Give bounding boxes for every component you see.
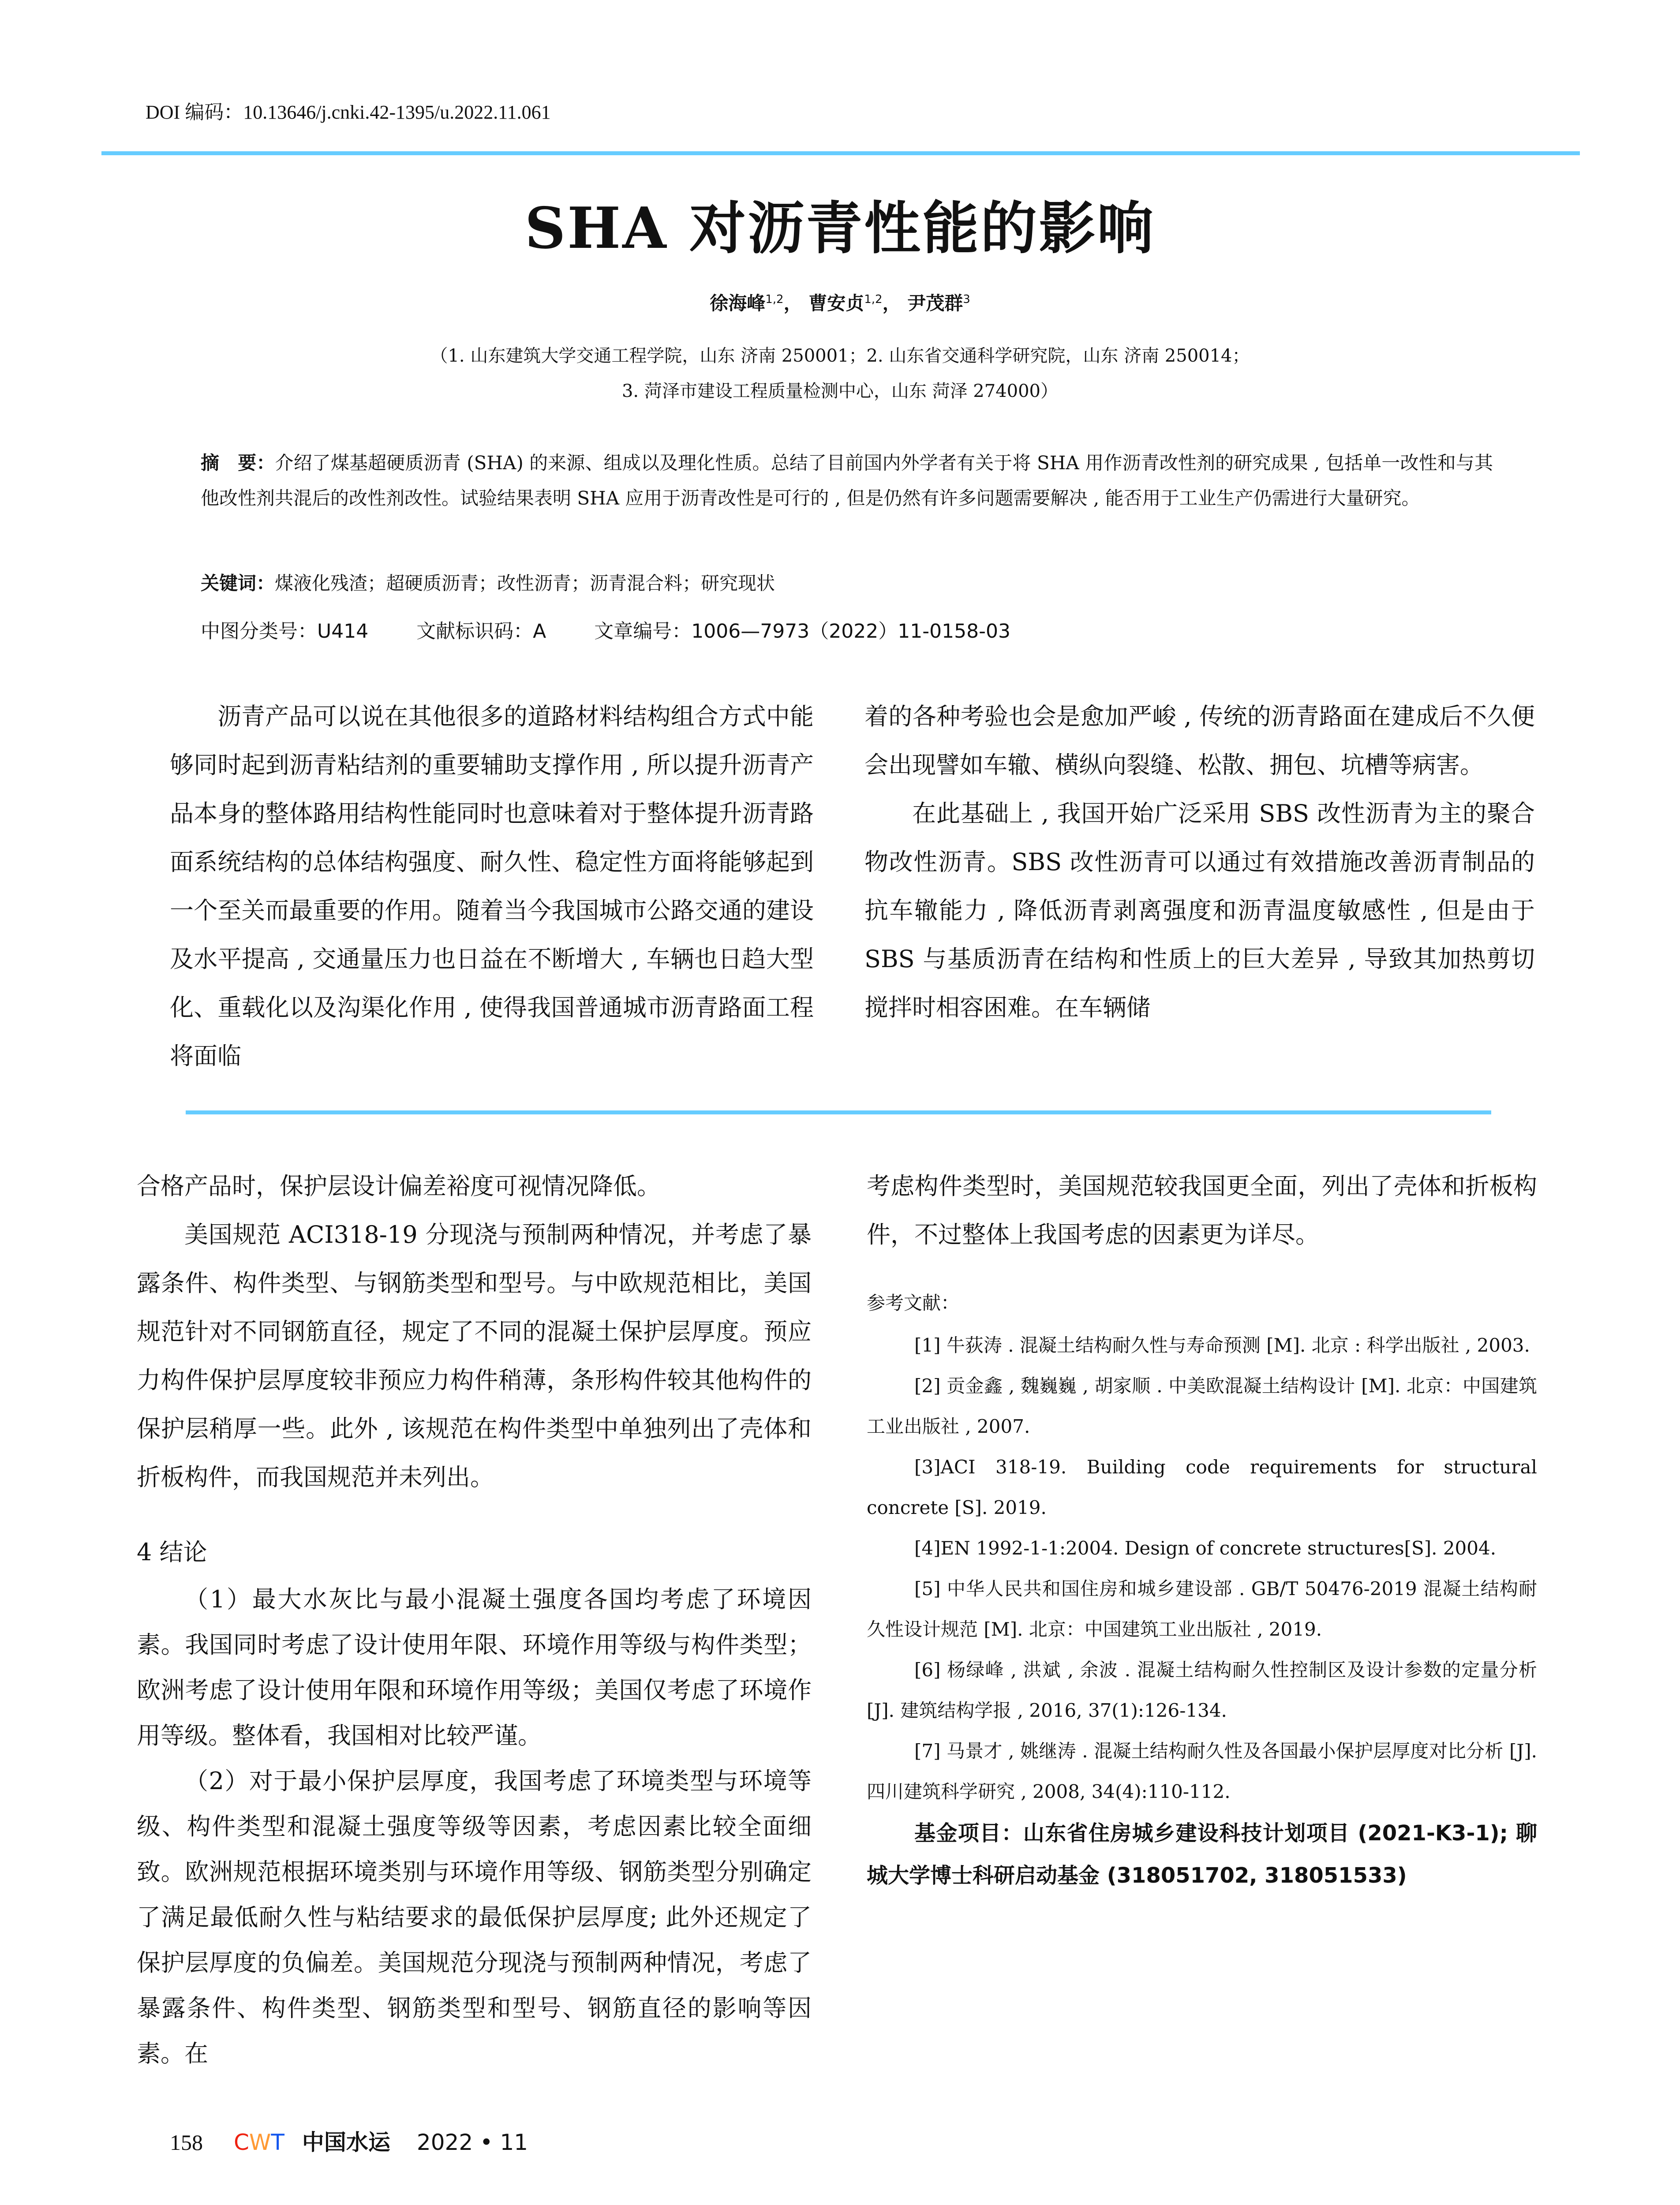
- paragraph: 在此基础上 , 我国开始广泛采用 SBS 改性沥青为主的聚合物改性沥青。SBS 改性沥青可以通过有效措施改善沥青制品的抗车辙能力 , 降低沥青剥离强度和沥青温度敏感性 , 但是由于 SBS 与基质沥青在结构和性质上的巨大差异 , 导致其加热剪切搅拌时相容困难。在车辆储: [864, 800, 1535, 1021]
- keywords: [201, 569, 775, 595]
- reference-item: [3]ACI 318-19. Building code requirements for structural concrete [S]. 2019.: [867, 1456, 1537, 1518]
- reference-item: [4]EN 1992-1-1:2004. Design of concrete structures[S]. 2004.: [914, 1537, 1497, 1559]
- middle-divider: [186, 1110, 1491, 1114]
- paragraph: 考虑构件类型时，美国规范较我国更全面，列出了壳体和折板构件，不过整体上我国考虑的因素更为详尽。: [867, 1172, 1537, 1248]
- body-top-left-column: [170, 692, 814, 1080]
- article-title: SHA 对沥青性能的影响: [524, 195, 1156, 262]
- clc-number: 中图分类号：U414: [201, 620, 369, 643]
- author: 曹安贞$^{1,2}$，: [808, 292, 901, 314]
- paragraph: 美国规范 ACI318-19 分现浇与预制两种情况，并考虑了暴露条件、构件类型、与钢筋类型和型号。与中欧规范相比，美国规范针对不同钢筋直径，规定了不同的混凝土保护层厚度。预应力构件保护层厚度较非预应力构件稍薄，条形构件较其他构件的保护层稍厚一些。此外 , 该规范在构件类型中单独列出了壳体和折板构件，而我国规范并未列出。: [137, 1221, 812, 1491]
- top-divider: [101, 151, 1580, 155]
- paragraph: 着的各种考验也会是愈加严峻 , 传统的沥青路面在建成后不久便会出现譬如车辙、横纵向裂缝、松散、拥包、坑槽等病害。: [864, 703, 1535, 779]
- paragraph: （2）对于最小保护层厚度，我国考虑了环境类型与环境等级、构件类型和混凝土强度等级等因素，考虑因素比较全面细致。欧洲规范根据环境类别与环境作用等级、钢筋类型分别确定了满足最低耐久性与粘结要求的最低保护层厚度; 此外还规定了保护层厚度的负偏差。美国规范分现浇与预制两种情况，考虑了暴露条件、构件类型、钢筋类型和型号、钢筋直径的影响等因素。在: [137, 1767, 812, 2067]
- paragraph: 合格产品时，保护层设计偏差裕度可视情况降低。: [137, 1172, 661, 1200]
- paragraph: （1）最大水灰比与最小混凝土强度各国均考虑了环境因素。我国同时考虑了设计使用年限、环境作用等级与构件类型；欧洲考虑了设计使用年限和环境作用等级；美国仅考虑了环境作用等级。整体看，我国相对比较严谨。: [137, 1585, 812, 1749]
- funding-note: 基金项目：山东省住房城乡建设科技计划项目 (2021-K3-1); 聊城大学博士科研启动基金 (318051702, 318051533): [867, 1821, 1537, 1888]
- references-heading: 参考文献：: [867, 1292, 960, 1314]
- reference-item: [1] 牛荻涛 . 混凝土结构耐久性与寿命预测 [M]. 北京 : 科学出版社 , 2003.: [914, 1334, 1530, 1356]
- keywords-label: 关键词：: [201, 572, 275, 594]
- classification-line: [201, 615, 1052, 643]
- abstract-text: 介绍了煤基超硬质沥青 (SHA) 的来源、组成以及理化性质。总结了目前国内外学者有关于将 SHA 用作沥青改性剂的研究成果 , 包括单一改性和与其他改性剂共混后的改性剂改性。试验结果表明 SHA 应用于沥青改性是可行的 , 但是仍然有许多问题需要解决 , 能否用于工业生产仍需进行大量研究。: [201, 452, 1493, 509]
- body-bottom-right-column: [867, 1162, 1537, 1897]
- reference-item: [2] 贡金鑫 , 魏巍巍 , 胡家顺 . 中美欧混凝土结构设计 [M]. 北京：中国建筑工业出版社 , 2007.: [867, 1375, 1537, 1437]
- reference-item: [6] 杨绿峰 , 洪斌 , 余波 . 混凝土结构耐久性控制区及设计参数的定量分析 [J]. 建筑结构学报 , 2016, 37(1):126-134.: [867, 1659, 1537, 1721]
- abstract-label: 摘 要：: [201, 452, 275, 474]
- doi-line: DOI 编码：10.13646/j.cnki.42-1395/u.2022.11.061: [146, 101, 551, 123]
- page-number: 158: [170, 2130, 203, 2155]
- author: 尹茂群$^3$: [907, 292, 970, 314]
- abstract: [201, 445, 1493, 516]
- document-code: 文献标识码：A: [416, 620, 546, 643]
- author-list: [0, 289, 1680, 315]
- reference-item: [5] 中华人民共和国住房和城乡建设部 . GB/T 50476-2019 混凝土结构耐久性设计规范 [M]. 北京：中国建筑工业出版社 , 2019.: [867, 1578, 1537, 1640]
- body-top-right-column: [864, 692, 1535, 1032]
- section-heading: 4 结论: [137, 1538, 207, 1566]
- journal-name: 中国水运: [302, 2129, 390, 2155]
- body-bottom-left-column: [137, 1162, 812, 2076]
- issue-number: 2022 • 11: [416, 2130, 528, 2155]
- author: 徐海峰$^{1,2}$，: [710, 292, 802, 314]
- cwt-logo: CWT: [234, 2130, 284, 2155]
- article-number: 文章编号：1006—7973（2022）11-0158-03: [594, 620, 1010, 643]
- keywords-text: 煤液化残渣；超硬质沥青；改性沥青；沥青混合料；研究现状: [275, 572, 775, 594]
- page-footer: [170, 2125, 528, 2156]
- paragraph: 沥青产品可以说在其他很多的道路材料结构组合方式中能够同时起到沥青粘结剂的重要辅助支撑作用 , 所以提升沥青产品本身的整体路用结构性能同时也意味着对于整体提升沥青路面系统结构的总体结构强度、耐久性、稳定性方面将能够起到一个至关而最重要的作用。随着当今我国城市公路交通的建设及水平提高 , 交通量压力也日益在不断增大 , 车辆也日趋大型化、重载化以及沟渠化作用 , 使得我国普通城市沥青路面工程将面临: [170, 703, 814, 1070]
- reference-item: [7] 马景才 , 姚继涛 . 混凝土结构耐久性及各国最小保护层厚度对比分析 [J]. 四川建筑科学研究 , 2008, 34(4):110-112.: [867, 1740, 1537, 1802]
- affiliation-line: （1. 山东建筑大学交通工程学院，山东 济南 250001；2. 山东省交通科学研究院，山东 济南 250014；: [430, 346, 1250, 366]
- affiliation-line: 3. 菏泽市建设工程质量检测中心，山东 菏泽 274000）: [621, 381, 1058, 401]
